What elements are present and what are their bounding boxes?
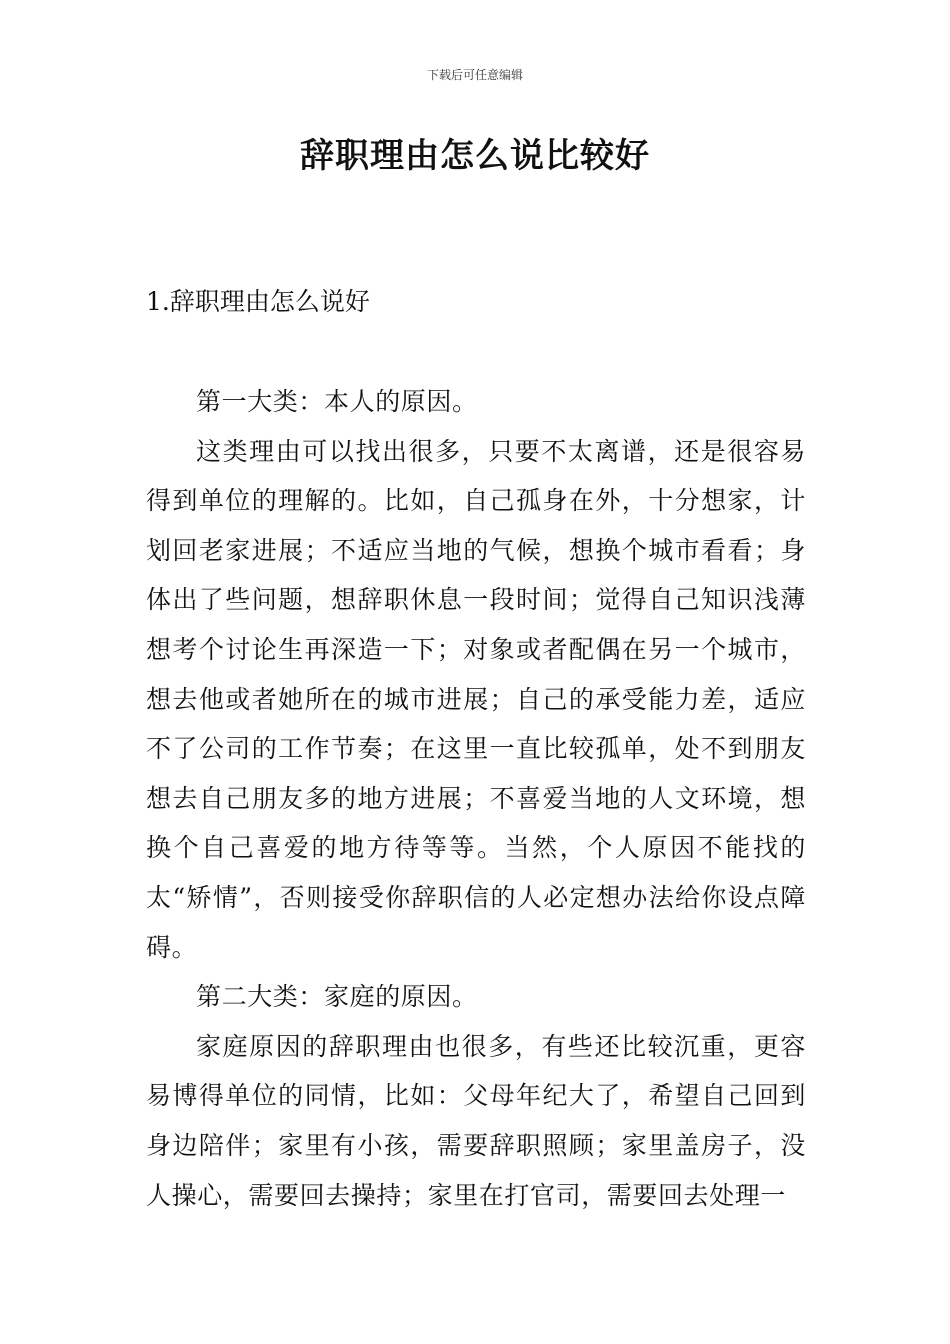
section-heading: 1.辞职理由怎么说好 [146, 287, 370, 316]
header-note: 下载后可任意编辑 [426, 68, 523, 82]
paragraph-family-reasons: 家庭原因的辞职理由也很多，有些还比较沉重，更容易博得单位的同情，比如：父母年纪大了，希望自己回到身边陪伴；家里有小孩，需要辞职照顾；家里盖房子，没人操心，需要回去操持；家里在打官司，需要回去处理一 [146, 1031, 806, 1210]
document-title: 辞职理由怎么说比较好 [300, 136, 650, 176]
paragraph-category-one-heading: 第一大类：本人的原因。 [196, 387, 478, 416]
body-text [146, 377, 806, 1220]
paragraph-category-two-heading: 第二大类：家庭的原因。 [196, 982, 478, 1012]
paragraph-personal-reasons: 这类理由可以找出很多，只要不太离谱，还是很容易得到单位的理解的。比如，自己孤身在外，十分想家，计划回老家进展；不适应当地的气候，想换个城市看看；身体出了些问题，想辞职休息一段时间；觉得自己知识浅薄想考个讨论生再深造一下；对象或者配偶在另一个城市，想去他或者她所在的城市进展；自己的承受能力差，适应不了公司的工作节奏；在这里一直比较孤单，处不到朋友想去自己朋友多的地方进展；不喜爱当地的人文环境，想换个自己喜爱的地方待等等。当然，个人原因不能找的太“矫情”，否则接受你辞职信的人必定想办法给你设点障碍。 [146, 436, 806, 962]
